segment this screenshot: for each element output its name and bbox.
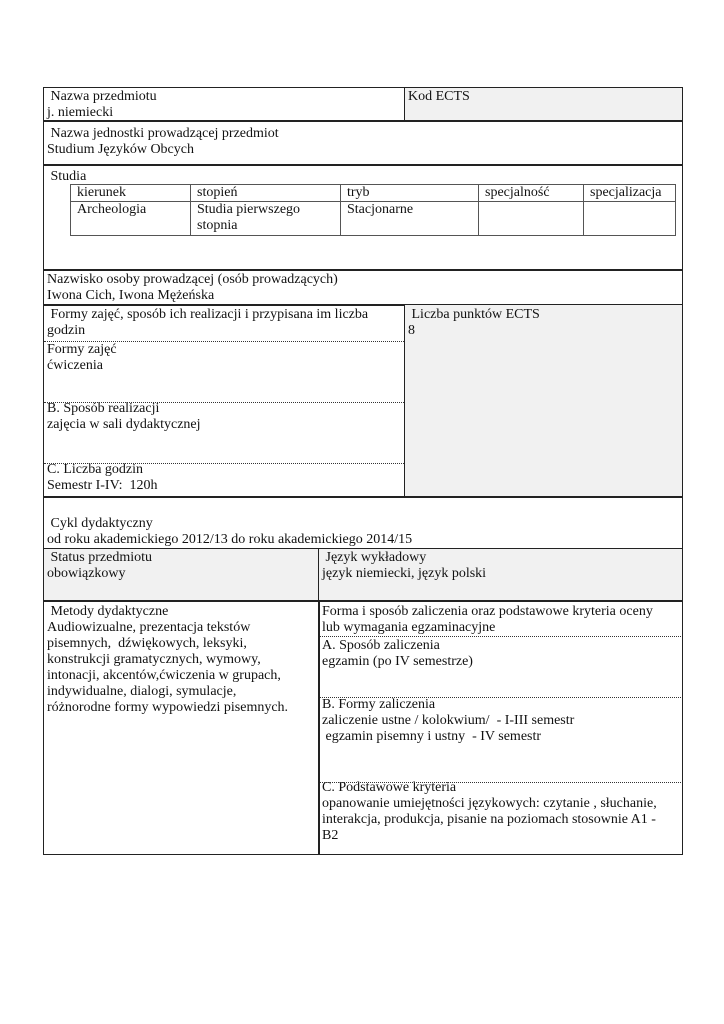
subject-label: Nazwa przedmiotu	[47, 89, 157, 104]
cell-specjalnosc	[479, 202, 584, 236]
divider	[320, 782, 681, 783]
teachers-label: Nazwisko osoby prowadzącej (osób prowadzących)	[47, 272, 338, 287]
subject-value: j. niemiecki	[47, 105, 114, 120]
header-kierunek: kierunek	[71, 185, 191, 202]
header-specjalnosc: specjalność	[479, 185, 584, 202]
unit-cell	[43, 120, 683, 166]
cycle-value: od roku akademickiego 2012/13 do roku akademickiego 2014/15	[47, 532, 413, 547]
forms-cell	[43, 304, 406, 498]
studies-header-row	[71, 185, 676, 202]
forms-label: Formy zajęć, sposób ich realizacji i przypisana im liczba	[47, 307, 369, 322]
assessment-cell	[318, 600, 683, 855]
methods-line: pisemnych, dźwiękowych, leksyki,	[47, 636, 247, 651]
methods-cell	[43, 600, 320, 855]
forms-label-cont: godzin	[47, 323, 86, 338]
unit-value: Studium Języków Obcych	[47, 142, 194, 157]
status-label: Status przedmiotu	[47, 550, 152, 565]
methods-line: indywidualne, dialogi, symulacje,	[47, 684, 237, 699]
assessment-b-line: zaliczenie ustne / kolokwium/ - I-III semestr	[322, 713, 575, 728]
assessment-label: Forma i sposób zaliczenia oraz podstawowe kryteria oceny	[322, 604, 653, 619]
header-tryb: tryb	[341, 185, 479, 202]
methods-line: konstrukcji gramatycznych, wymowy,	[47, 652, 261, 667]
language-cell	[318, 548, 683, 602]
cell-kierunek: Archeologia	[71, 202, 191, 236]
methods-line: Audiowizualne, prezentacja tekstów	[47, 620, 251, 635]
forms-c-value: Semestr I-IV: 120h	[47, 478, 158, 493]
divider	[44, 341, 404, 342]
ects-code-label: Kod ECTS	[408, 89, 470, 104]
divider	[44, 463, 404, 464]
assessment-c-line: B2	[322, 828, 339, 843]
divider	[320, 697, 681, 698]
methods-line: różnorodne formy wypowiedzi pisemnych.	[47, 700, 289, 715]
cell-specjalizacja	[584, 202, 676, 236]
ects-points-label: Liczba punktów ECTS	[408, 307, 540, 322]
status-cell	[43, 548, 320, 602]
forms-b-label: B. Sposób realizacji	[47, 401, 160, 416]
assessment-label-cont: lub wymagania egzaminacyjne	[322, 620, 496, 635]
ects-code-cell	[404, 87, 683, 122]
divider	[44, 402, 404, 403]
assessment-c-line: interakcja, produkcja, pisanie na poziomach stosownie A1 -	[322, 812, 656, 827]
teachers-cell	[43, 269, 683, 306]
methods-line: intonacji, akcentów,ćwiczenia w grupach,	[47, 668, 281, 683]
language-label: Język wykładowy	[322, 550, 427, 565]
assessment-c-label: C. Podstawowe kryteria	[322, 780, 457, 795]
ects-points-value: 8	[408, 323, 415, 338]
ects-points-cell	[404, 304, 683, 498]
assessment-a-label: A. Sposób zaliczenia	[322, 638, 440, 653]
header-specjalizacja: specjalizacja	[584, 185, 676, 202]
assessment-b-line: egzamin pisemny i ustny - IV semestr	[322, 729, 542, 744]
cycle-cell	[43, 496, 683, 550]
status-value: obowiązkowy	[47, 566, 126, 581]
cell-stopien: Studia pierwszego stopnia	[191, 202, 341, 236]
studies-row	[71, 202, 676, 236]
studies-label: Studia	[47, 169, 87, 184]
assessment-b-label: B. Formy zaliczenia	[322, 697, 436, 712]
assessment-c-line: opanowanie umiejętności językowych: czytanie , słuchanie,	[322, 796, 657, 811]
header-stopien: stopień	[191, 185, 341, 202]
cell-tryb: Stacjonarne	[341, 202, 479, 236]
teachers-value: Iwona Cich, Iwona Mężeńska	[47, 288, 215, 303]
studies-table	[70, 184, 676, 236]
cycle-label: Cykl dydaktyczny	[47, 516, 153, 531]
forms-a-value: ćwiczenia	[47, 358, 103, 373]
assessment-a-value: egzamin (po IV semestrze)	[322, 654, 473, 669]
forms-b-value: zajęcia w sali dydaktycznej	[47, 417, 201, 432]
forms-a-label: Formy zajęć	[47, 342, 117, 357]
forms-c-label: C. Liczba godzin	[47, 462, 144, 477]
methods-label: Metody dydaktyczne	[47, 604, 169, 619]
language-value: język niemiecki, język polski	[322, 566, 487, 581]
unit-label: Nazwa jednostki prowadzącej przedmiot	[47, 126, 279, 141]
subject-cell	[43, 87, 406, 122]
divider	[320, 636, 681, 637]
